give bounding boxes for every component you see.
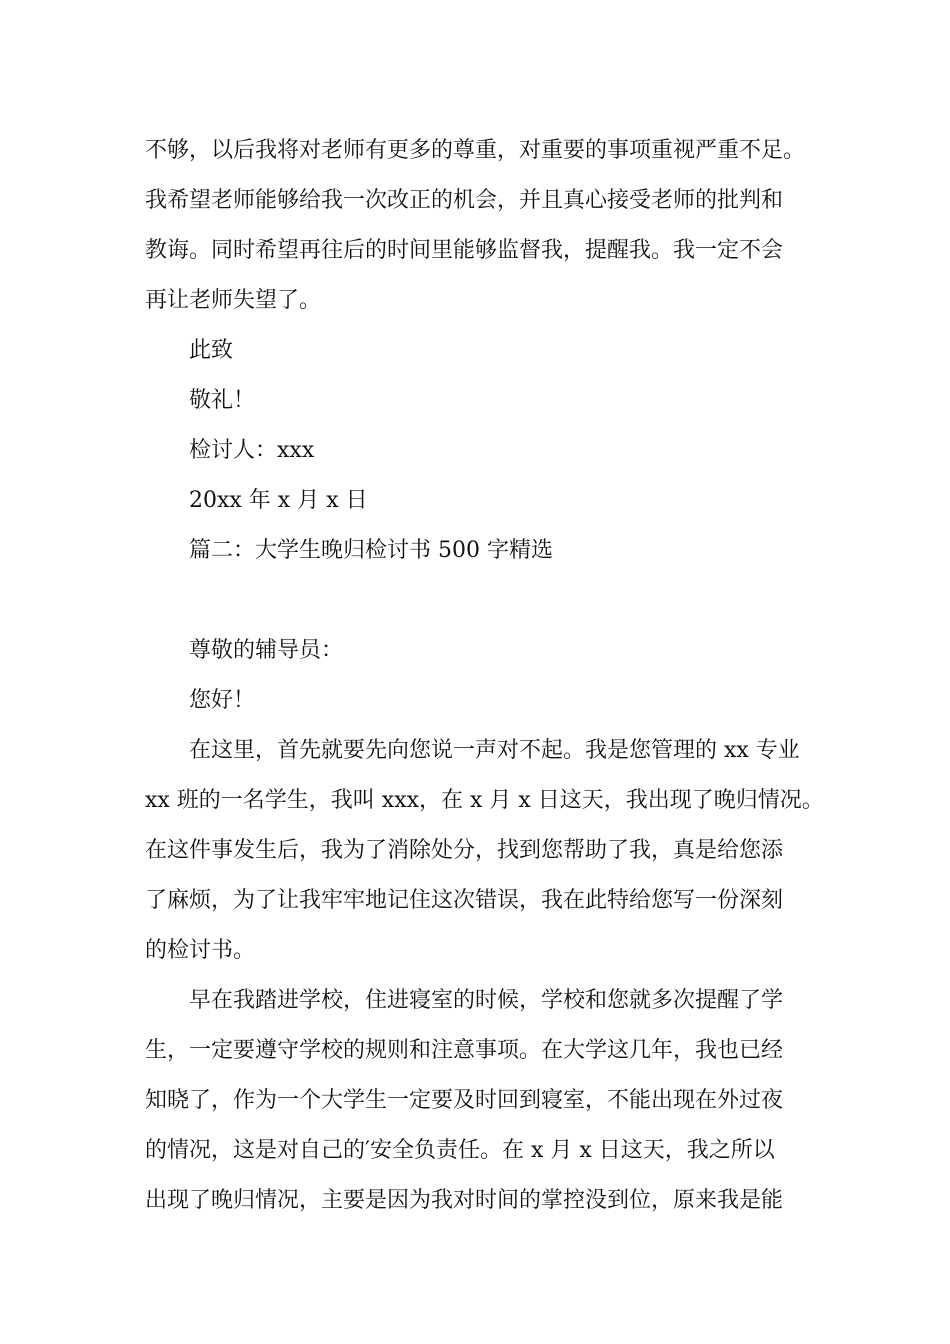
paragraph-line: 了麻烦，为了让我牢牢地记住这次错误，我在此特给您写一份深刻 (145, 888, 784, 913)
paragraph-line: 我希望老师能够给我一次改正的机会，并且真心接受老师的批判和 (145, 188, 784, 213)
greeting-hello: 您好！ (189, 688, 256, 713)
paragraph-line: 生，一定要遵守学校的规则和注意事项。在大学这几年，我也已经 (145, 1038, 784, 1063)
closing-salutation: 此致 (189, 338, 234, 363)
paragraph-line: xx 班的一名学生，我叫 xxx，在 x 月 x 日这天，我出现了晚归情况。 (145, 788, 824, 813)
paragraph-line: 再让老师失望了。 (145, 288, 322, 313)
paragraph-line: 出现了晚归情况，主要是因为我对时间的掌控没到位，原来我是能 (145, 1188, 784, 1213)
paragraph-line: 的情况，这是对自己的′安全负责任。在 x 月 x 日这天，我之所以 (145, 1138, 775, 1163)
paragraph-line: 不够，以后我将对老师有更多的尊重，对重要的事项重视严重不足。 (145, 138, 806, 163)
paragraph-line: 早在我踏进学校，住进寝室的时候，学校和您就多次提醒了学 (189, 988, 784, 1013)
greeting-recipient: 尊敬的辅导员： (189, 638, 344, 663)
paragraph-line: 的检讨书。 (145, 938, 256, 963)
signature-date: 20xx 年 x 月 x 日 (189, 488, 368, 513)
signature-author: 检讨人：xxx (189, 438, 315, 463)
paragraph-line: 教诲。同时希望再往后的时间里能够监督我，提醒我。我一定不会 (145, 238, 784, 263)
paragraph-line: 在这里，首先就要先向您说一声对不起。我是您管理的 xx 专业 (189, 738, 800, 763)
closing-regards: 敬礼！ (189, 388, 256, 413)
section-heading: 篇二：大学生晚归检讨书 500 字精选 (189, 538, 553, 563)
paragraph-line: 知晓了，作为一个大学生一定要及时回到寝室，不能出现在外过夜 (145, 1088, 784, 1113)
paragraph-line: 在这件事发生后，我为了消除处分，找到您帮助了我，真是给您添 (145, 838, 784, 863)
